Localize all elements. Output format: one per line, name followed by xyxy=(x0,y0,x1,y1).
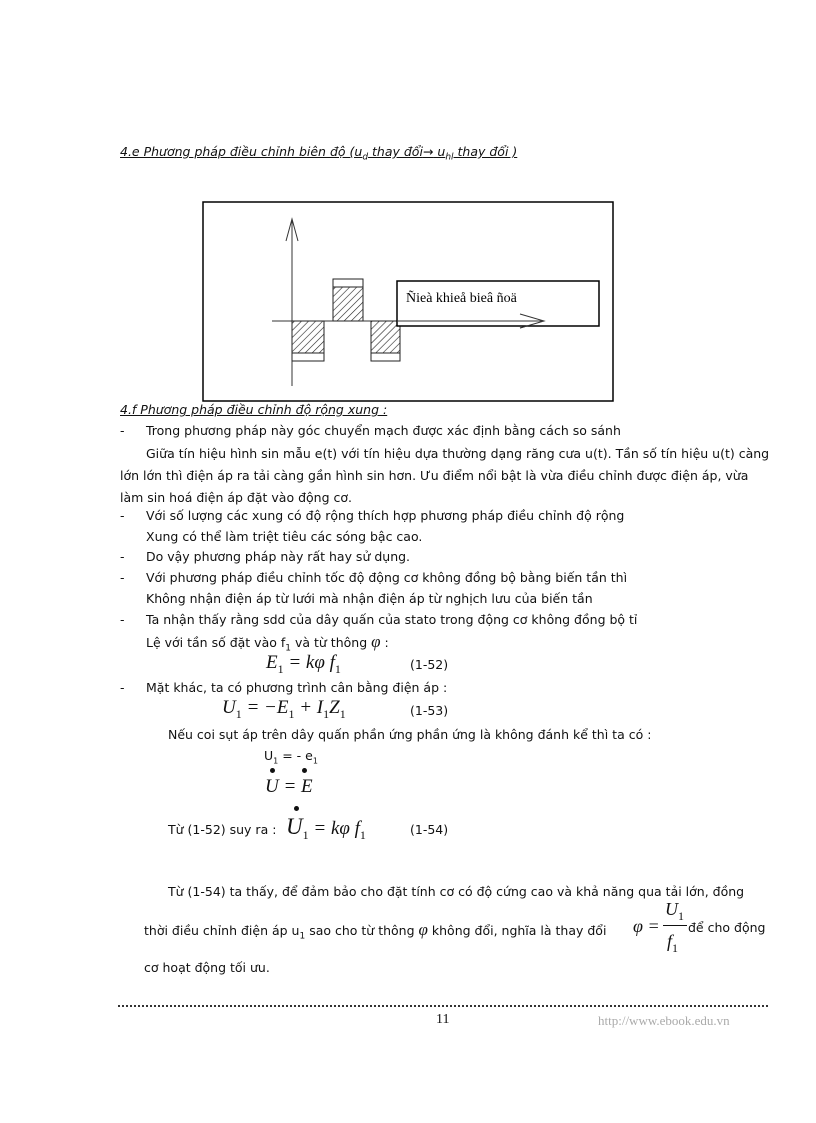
conclusion-line-1: Từ (1-54) ta thấy, để đảm bảo cho đặt tính cơ có độ cứng cao và khả năng qua tải lớn, đồng xyxy=(168,884,745,899)
bullet-5: - Ta nhận thấy rằng sdd của dây quấn của stato trong động cơ không đồng bộ tỉ xyxy=(120,612,638,627)
bullet-5-cont: Lệ với tần số đặt vào $f_1$ và từ thông φ : xyxy=(146,632,389,654)
equation-number-1-52: (1-52) xyxy=(410,657,449,672)
fraction-bar xyxy=(663,925,687,926)
heading-4f: 4.f Phương pháp điều chỉnh độ rộng xung : xyxy=(120,402,388,417)
from-52-text: Từ (1-52) suy ra : xyxy=(168,822,277,837)
pulse-positive xyxy=(333,287,363,321)
equation-number-1-54: (1-54) xyxy=(410,822,449,837)
conclusion-line-2: thời điều chỉnh điện áp $u_1$ sao cho từ thông φ không đổi, nghĩa là thay đổi xyxy=(144,920,607,942)
equation-u-e: U = E xyxy=(265,776,313,797)
neglect-line: Nếu coi sụt áp trên dây quấn phần ứng phần ứng là không đánh kể thì ta có : xyxy=(168,727,652,742)
conclusion-line-2-end: để cho động xyxy=(688,920,766,935)
pulse-negative-1 xyxy=(292,321,324,353)
bullet-4: - Với phương pháp điều chỉnh tốc độ động cơ không đồng bộ bằng biến tần thì xyxy=(120,570,628,585)
pulse-negative-2 xyxy=(371,321,400,353)
fraction-numerator: $U_1$ xyxy=(665,899,684,923)
fraction-denominator: $f_1$ xyxy=(667,931,679,955)
fraction-lhs: φ = xyxy=(633,916,660,936)
equation-number-1-53: (1-53) xyxy=(410,703,449,718)
pulse-negative-2-edge xyxy=(371,353,400,361)
pulse-positive-edge xyxy=(333,279,363,287)
footer-rule xyxy=(118,1005,768,1007)
equation-1-54: $U_1 = k\varphi$ $f_1$ xyxy=(286,814,366,842)
phasor-dot-u1 xyxy=(294,806,299,811)
bullet-2-cont: Xung có thể làm triệt tiêu các sóng bậc cao. xyxy=(146,529,423,544)
footer-url: http://www.ebook.edu.vn xyxy=(598,1013,730,1028)
phasor-dot-e xyxy=(302,768,307,773)
paragraph-line-1: Giữa tín hiệu hình sin mẫu e(t) với tín hiệu dựa thường dạng răng cưa u(t). Tần số tín hiệu u(t) càng xyxy=(146,446,770,461)
waveform-diagram xyxy=(202,201,614,403)
page-number: 11 xyxy=(436,1012,450,1027)
paragraph-line-3: làm sin hoá điện áp đặt vào động cơ. xyxy=(120,490,352,505)
equation-u1-e1: $U_1$ = - $e_1$ xyxy=(264,748,318,766)
pulse-negative-1-edge xyxy=(292,353,324,361)
paragraph-line-2: lớn lớn thì điện áp ra tải càng gần hình sin hơn. Ưu điểm nổi bật là vừa điều chỉnh được điện áp, vừa xyxy=(120,468,749,483)
bullet-1: - Trong phương pháp này góc chuyển mạch được xác định bằng cách so sánh xyxy=(120,423,621,438)
equation-1-53: $U_1 = -E_1 + I_1Z_1$ xyxy=(222,697,346,721)
bullet-6: - Mặt khác, ta có phương trình cân bằng điện áp : xyxy=(120,680,448,695)
heading-4e: 4.e Phương pháp điều chỉnh biên độ ($u_d$ thay đổi→ $u_{hl}$ thay đổi ) xyxy=(120,144,518,163)
bullet-3: - Do vậy phương pháp này rất hay sử dụng. xyxy=(120,549,411,564)
conclusion-line-3: cơ hoạt động tối ưu. xyxy=(144,960,270,975)
bullet-2: - Với số lượng các xung có độ rộng thích hợp phương pháp điều chỉnh độ rộng xyxy=(120,508,625,523)
equation-1-52: $E_1 = k\varphi$ $f_1$ xyxy=(266,652,341,676)
bullet-4-cont: Không nhận điện áp từ lưới mà nhận điện áp từ nghịch lưu của biến tần xyxy=(146,591,593,606)
phasor-dot-u xyxy=(270,768,275,773)
diagram-label: Ñieà khieå bieâ ñoä xyxy=(406,291,517,306)
